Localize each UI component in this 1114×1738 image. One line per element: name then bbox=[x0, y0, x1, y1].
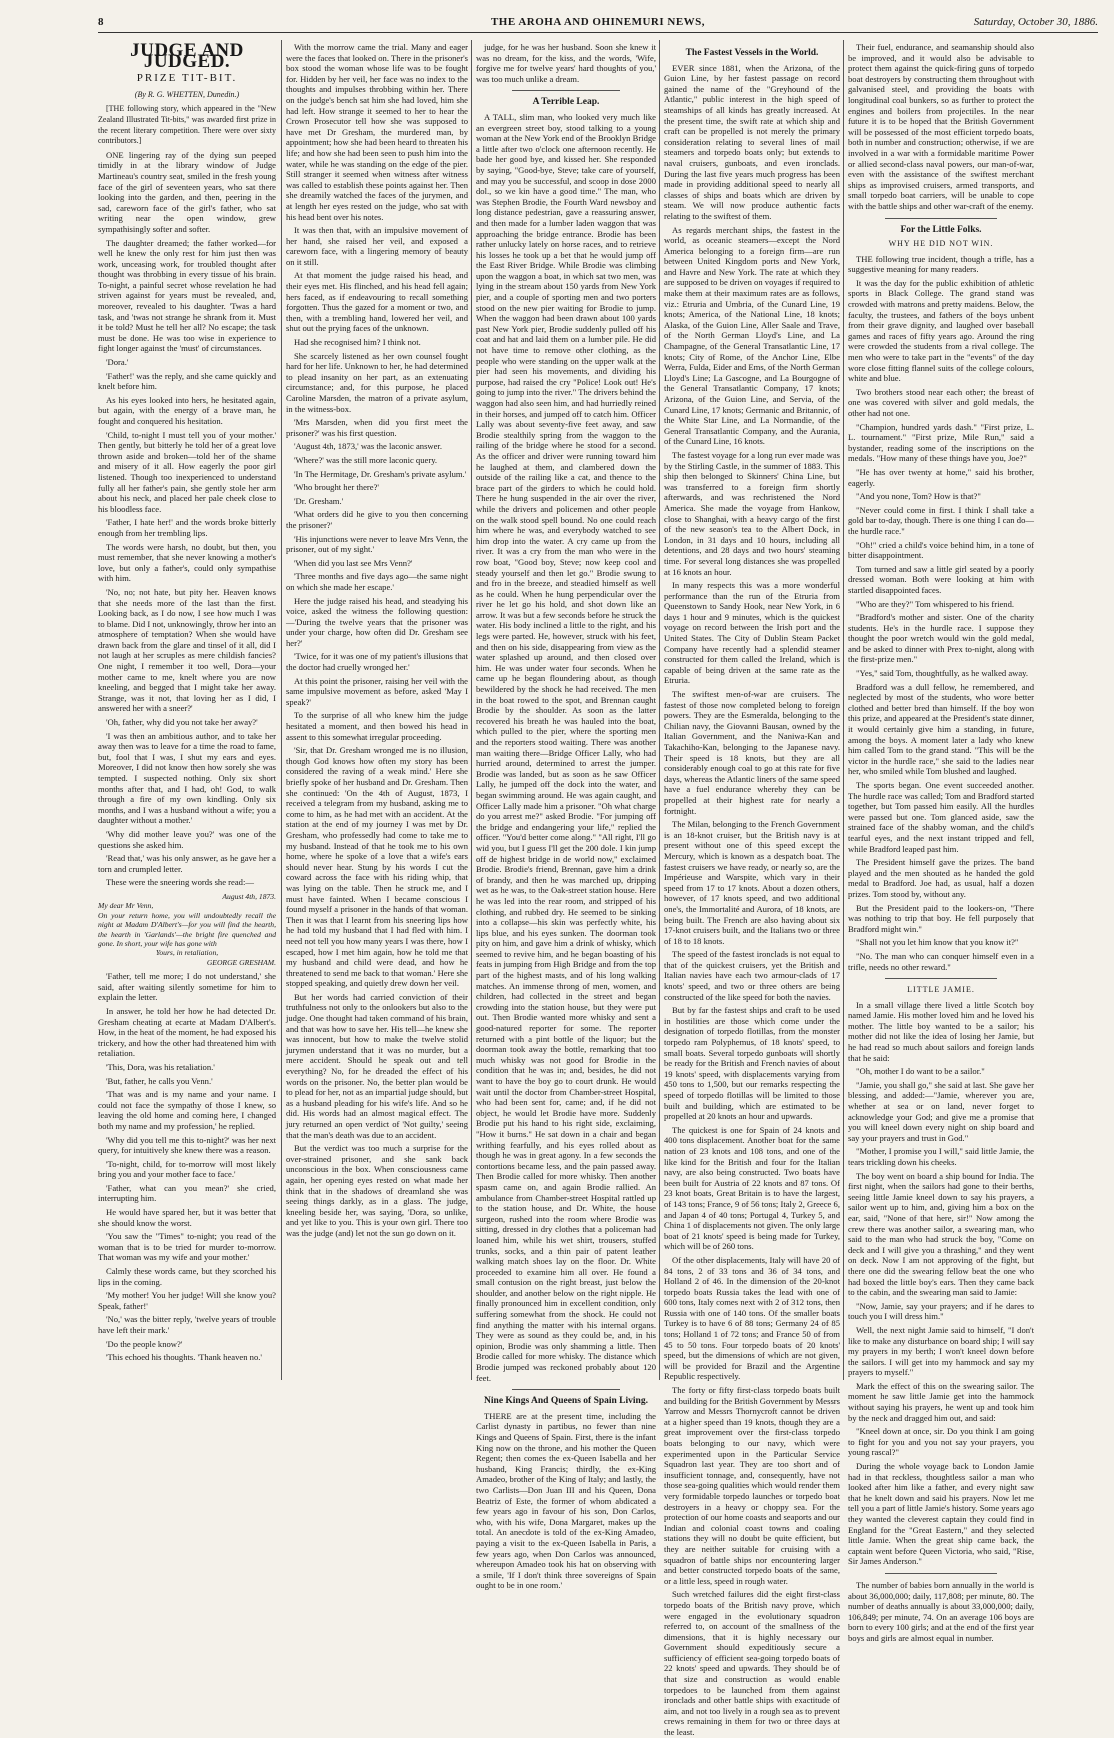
column-4 bbox=[664, 42, 840, 1738]
paragraph: 'Dr. Gresham.' bbox=[294, 495, 344, 506]
paragraph: "Now, Jamie, say your prayers; and if he dares to touch you I will dress him." bbox=[848, 1300, 1034, 1322]
masthead bbox=[98, 16, 1098, 33]
paragraph: 'Twice, for it was one of my patient's illusions that the doctor had cruelly wronged her.' bbox=[286, 651, 468, 673]
paragraph: 'This, Dora, was his retaliation.' bbox=[106, 1061, 215, 1072]
paragraph: The sports began. One event succeeded another. The hurdle race was called; Tom and Bradford started together, but Tom passed him easily. All the hurdles were passed but one. Tom glanced aside, saw the strained face of the shabby woman, and the child's tearful eyes, and the next instant tripped and fell, while Bradford leaped past him. bbox=[848, 780, 1034, 854]
paragraph: 'Father, I hate her!' and the words broke bitterly enough from her trembling lips. bbox=[98, 517, 276, 538]
article-heading: The Fastest Vessels in the World. bbox=[685, 48, 819, 58]
article-heading: For the Little Folks. bbox=[900, 224, 982, 235]
paragraph: As his eyes looked into hers, he hesitated again, but again, with the energy of a brave man, he fought and conquered his hesitation. bbox=[98, 394, 276, 426]
paragraph: The quickest is one for Spain of 24 knots and 400 tons displacement. Another boat for the same nation of 23 knots and 108 tons, and one of the like kind for the British and four for the Italian navy, are also being constructed. Two boats have been built for Austria of 22 knots and 87 tons. Of 23 knot boats, Great Britain is to have the largest, of 143 tons; France, 9 of 56 tons; Italy 2, Greece 6, and Japan 4 of 40 tons; Portugal 4, Turkey 5, and China 1 of displacements not given. The only large boat of 21 knots' speed is being made for Turkey, which will be of 260 tons. bbox=[664, 1124, 840, 1252]
paragraph: 'When did you last see Mrs Venn?' bbox=[294, 557, 413, 568]
paragraph: Such wretched failures did the eight first-class torpedo boats of the British navy prove, which were engaged in the evolutionary squadron referred to, on account of the smallness of the dimensions, that it is highly necessary our Government should expeditiously secure a sufficiency of efficient sea-going torpedo boats of 22 knots' speed and upwards. They should be of that size and construction as would enable torpedoes to be launched from them against ironclads and other battle ships with exactitude of aim, and not too lively in a rough sea as to prevent crews remaining in them for two or three days at the least. bbox=[664, 1589, 840, 1738]
divider bbox=[885, 1573, 997, 1574]
newspaper-title: THE AROHA AND OHINEMURI NEWS, bbox=[490, 16, 706, 28]
letter-signature: GEORGE GRESHAM. bbox=[206, 957, 276, 967]
column-rule bbox=[659, 40, 660, 1380]
paragraph: 'Dora.' bbox=[106, 357, 129, 368]
column-3 bbox=[476, 42, 656, 1591]
paragraph: 'But, father, he calls you Venn.' bbox=[106, 1075, 213, 1086]
paragraph: The number of babies born annually in the world is about 36,000,000; daily, 117,808; per minute, 80. The number of deaths annually is about 33,000,000; daily, 106,849; per minute, 74. On an average 106 boys are born to every 100 girls; and at the end of the first year boys and girls are almost equal in number. bbox=[848, 1579, 1034, 1643]
paragraph: EVER since 1881, when the Arizona, of the Guion Line, by her fastest passage on record gained the name of the "Greyhound of the Atlantic," public interest in the high speed of steamships of all kinds has greatly increased. At the present time, the swift rate at which ship and craft can be propelled is not merely the primary consideration relating to several lines of mail steamers and torpedo boats only; but extends to naval cruisers, gunboats, and even ironclads. During the last five years much progress has been made in providing additional speed to nearly all classes of ships and boats which are driven by steam. We will now produce authentic facts relating to the swiftest of them. bbox=[664, 62, 840, 221]
story-title: JUDGE AND JUDGED. bbox=[130, 40, 244, 72]
paragraph: These were the sneering words she read:— bbox=[106, 877, 254, 888]
paragraph: Had she recognised him? I think not. bbox=[294, 337, 421, 348]
paragraph: 'August 4th, 1873,' was the laconic answer. bbox=[294, 441, 442, 452]
paragraph: But the President paid to the lookers-on, "There was nothing to trip that boy. He fell purposely that Bradford might win." bbox=[848, 902, 1034, 934]
paragraph: 'In The Hermitage, Dr. Gresham's private asylum.' bbox=[294, 468, 467, 479]
paragraph: Of the other displacements, Italy will have 20 of 84 tons, 2 of 33 tons and 36 of 34 tons, and Holland 2 of 46. In the dimension of the 20-knot torpedo boats Russia takes the lead with one of 600 tons, Italy comes next with 2 of 312 tons, then Russia with one of 140 tons. Of the smaller boats Turkey is to have 6 of 88 tons; Germany 24 of 85 tons; Holland 1 of 72 tons; and France 50 of from 45 to 50 tons. Four torpedo boats of 20 knots' speed, but the dimensions of which are not given, will be provided for Brazil and the Argentine Republic respectively. bbox=[664, 1254, 840, 1382]
paragraph: 'Do the people know?' bbox=[106, 1338, 183, 1349]
column-2 bbox=[286, 42, 468, 1382]
paragraph: The President himself gave the prizes. The band played and the men shouted as he handed the gold medal to Bradford. Joe had, as usual, half a dozen prizes. Tom stood by, without any. bbox=[848, 857, 1034, 899]
issue-date: Saturday, October 30, 1886. bbox=[973, 16, 1098, 28]
letter-body: On your return home, you will undoubtedly recall the night at Madam D'Albert's—for you will find the hearth, the hearth in 'Garlands'—the bright fire quenched and gone. In short, your wife has gone with bbox=[98, 910, 276, 948]
paragraph: 'Who brought her there?' bbox=[294, 482, 379, 493]
paragraph: "Mother, I promise you I will," said little Jamie, the tears trickling down his cheeks. bbox=[848, 1146, 1034, 1167]
paragraph: He would have spared her, but it was better that she should know the worst. bbox=[98, 1207, 276, 1228]
paragraph: "Oh!" cried a child's voice behind him, in a tone of bitter disappointment. bbox=[848, 539, 1034, 561]
paragraph: "Kneel down at once, sir. Do you think I am going to fight for you and you not say your prayers, you young rascal?" bbox=[848, 1426, 1034, 1458]
paragraph: 'Mrs Marsden, when did you first meet the prisoner?' was his first question. bbox=[286, 417, 468, 438]
paragraph: She scarcely listened as her own counsel fought hard for her life. Unknown to her, he had determined to plead insanity on her part, as an extenuating circumstance; and, for this purpose, he placed Caroline Marsden, the matron of a private asylum, in the witness-box. bbox=[286, 350, 468, 414]
article-heading: A Terrible Leap. bbox=[532, 97, 600, 108]
letter-date: August 4th, 1873. bbox=[222, 891, 276, 901]
paragraph: The forty or fifty first-class torpedo boats built and building for the British Government by Messrs Yarrow and Messrs Thornycroft cannot be driven at a higher speed than 19 knots, though they are a great improvement over the first-class torpedo boats belonging to our navy, which were experimented upon in the Particular Service Squadron last year. They are too short and of insufficient tonnage, and, consequently, have not those sea-going qualities which would render them very formidable torpedo launches or torpedo boat destroyers in a heavy or choppy sea. For the protection of our home coasts and seaports and our Indian and colonial coast towns and coaling stations they will no doubt be quite efficient, but they are neither suitable for cruising with a squadron of battle ships nor encountering larger and better constructed torpedo boats of the same, or a little less, speed in rough water. bbox=[664, 1385, 840, 1586]
paragraph: 'Three months and five days ago—the same night on which she made her escape.' bbox=[286, 571, 468, 592]
paragraph: 'Sir, that Dr. Gresham wronged me is no illusion, though God knows how often my story has been considered the raving of a weak mind.' Here she briefly spoke of her husband and Dr. Gresham. Then she continued: 'On the 4th of August, 1873, I received a telegram from my husband, asking me to come to him, as he had met with an accident. At the station at the end of my journey I was met by Dr. Gresham, who professedly had come to take me to my husband. Instead of that he took me to his own home, where he spoke of a love that a wife's ears should never hear. Stung by his words I cut the coward across the face with his riding whip, that was lying on the table. Then he struck me, and I must have fainted. When I became conscious I found myself a prisoner in the hands of that woman. Then it was that I learnt from his sneering lips how he had told my husband that I had fled with him. I need not tell you how many years I was there, how I escaped, how I met him again, how he told me that my husband and child were dead, and how he threatened to send me back to that woman.' Here she stopped speaking, and quietly drew down her veil. bbox=[286, 745, 468, 989]
paragraph: 'Oh, father, why did you not take her away?' bbox=[106, 717, 258, 728]
paragraph: But the verdict was too much a surprise for the over-strained prisoner, and she sank back unconscious in the box. When consciousness came again, her opening eyes rested on what made her think that in the shadows of dreamland she was seeing things darkly, as in a glass. The judge, kneeling beside her, was saying, 'Dora, so unlike, and yet like to you. This is your own girl. There too was the judge (and) let not the sun go down on it. bbox=[286, 1143, 468, 1238]
paragraph: In a small village there lived a little Scotch boy named Jamie. His mother loved him and he loved his mother. The little boy wanted to be a sailor; his mother did not like the idea of losing her Jamie, but he had read so much about sailors and foreign lands that he said: bbox=[848, 999, 1034, 1063]
paragraph: It was then that, with an impulsive movement of her hand, she raised her veil, and exposed a careworn face, with a lingering memory of beauty on it still. bbox=[286, 225, 468, 267]
paragraph: 'Father, tell me more; I do not understand,' she said, after waiting silently sometime for him to explain the letter. bbox=[98, 971, 276, 1003]
column-rule bbox=[471, 40, 472, 1380]
paragraph: 'Father!' was the reply, and she came quickly and knelt before him. bbox=[98, 370, 276, 392]
article-subheading: LITTLE JAMIE. bbox=[907, 985, 975, 995]
paragraph: "Who are they?" Tom whispered to his friend. bbox=[856, 598, 1015, 609]
paragraph: As regards merchant ships, the fastest in the world, as oceanic steamers—except the Nord America belonging to a foreign firm—are run between United Kingdom ports and New York, and Havre and New York. The rate at which they are supposed to be driven on voyages if required to make them at their maximum rates are as follows, viz.: Etruria and Umbria, of the Cunard Line, 19 knots; America, of the National Line, 18 knots; Alaska, of the Guion Line, Aller Saale and Trave, of the North German Lloyd's Line, and La Champagne, of the General Transatlantic Line, 17 knots; City of Rome, of the Anchor Line, Elbe Werra, Fulda, Eider and Ems, of the North German Lloyd's Line; La Gascogne, and La Bourgogne of the General Transatlantic Company, 17 knots; Arizona, of the Guion Line, and Servia, of the Cunard Line, 17 knots; Germanic and Britannic, of the White Star Line, and La Normandie, of the General Transatlantic Company, and the Aurania, of the Cunard Line, 16 knots. bbox=[664, 224, 840, 447]
paragraph: The swiftest men-of-war are cruisers. The fastest of those now completed belong to foreign powers. They are the Esmeralda, belonging to the Chilian navy, the Giovanni Bausan, owned by the Italian Government, and the Naniwa-Kan and Takachiho-Kan, belonging to the Japanese navy. Their speed is 18 knots, but they are all considerably enough coal to go at this rate for five days, whereas the Atlantic liners of the same speed have a fuel endurance whereby they can be propelled at their highest rate for nearly a fortnight. bbox=[664, 689, 840, 816]
paragraph: It was the day for the public exhibition of athletic sports in Black College. The grand stand was crowded with matrons and pretty maidens. Below, the faculty, the trustees, and fathers of the boys unbent from their grave dignity, and laughed over baseball games and races of fifty years ago. Around the ring were crowded the students from a rival college. The men who were to take part in the "events" of the day wore close fitting flannel suits of the college colours, white and blue. bbox=[848, 277, 1034, 384]
paragraph: "No. The man who can conquer himself even in a trifle, needs no other reward." bbox=[848, 950, 1034, 972]
divider bbox=[512, 1389, 620, 1390]
paragraph: 'No, no; not hate, but pity her. Heaven knows that she needs more of the last than the first. Looking back, as I do now, I see how much I was to blame. Did I not, unknowingly, throw her into an atmosphere of temptation? When she would have drawn back from the glare and tinsel of it all, did I not laugh at her scruples as mere childish fancies? One night, I remember it too well, Dora—your mother came to me, knelt where you are now kneeling, and begged that I might take her away. Strange, was it not, that loving her as I did, I answered her with a sneer?' bbox=[98, 586, 276, 714]
page-number: 8 bbox=[98, 16, 104, 28]
paragraph: 'What orders did he give to you then concerning the prisoner?' bbox=[286, 509, 468, 530]
paragraph: 'Where?' was the still more laconic query. bbox=[294, 454, 438, 465]
paragraph: THE following true incident, though a trifle, has a suggestive meaning for many readers. bbox=[848, 253, 1034, 275]
paragraph: The daughter dreamed; the father worked—for well he knew the only rest for him just then was work, unceasing work, for troubled thought after thought was throbbing in every tissue of his brain. To-night, a painful secret whose revelation he had striven against for years must be revealed, and, moreover, revealed to his daughter. 'Twas a hard task, and 'twas not strange he shrank from it. Must it be told? Must he tell her all? No escape; the task must be done. He was too wise in experience to fight longer against the 'must' of circumstances. bbox=[98, 237, 276, 354]
paragraph: Bradford was a dull fellow, he remembered, and neglected by most of the students, who wore better clothed and better bred than himself. If the boy won this prize, and appeared at the President's state dinner, it would certainly give him a standing, in future, among the boys. A moment later a lady who knew him called Tom to the grand stand. "This will be the victor in the hurdle race," she said to the ladies near her, who smiled while Tom blushed and laughed. bbox=[848, 681, 1034, 777]
paragraph: 'This echoed his thoughts. 'Thank heaven no.' bbox=[106, 1352, 262, 1363]
paragraph: The fastest voyage for a long run ever made was by the Stirling Castle, in the summer of 1883. This ship then belonged to Skinners' China Line, but was transferred to a foreign firm shortly afterwards, and was rechristened the Nord America. She made the voyage from Hankow, close to Shanghai, with a heavy cargo of the first of the new season's tea to the Albert Dock, in London, in 31 days and 10 hours, including all detentions, and 28 days and two hours' steaming time. For several long distances she was propelled at 16 knots an hour. bbox=[664, 449, 840, 577]
paragraph: "Champion, hundred yards dash." "First prize, L. L. tournament." "First prize, Mile Run," said a bystander, reading some of the inscriptions on the medals. "How many of these things have you, Joe?" bbox=[848, 421, 1034, 464]
story-byline: (By R. G. WHETTEN, Dunedin.) bbox=[134, 89, 240, 99]
column-1 bbox=[98, 42, 276, 1382]
paragraph: 'His injunctions were never to leave Mrs Venn, the prisoner, out of my sight.' bbox=[286, 533, 468, 555]
paragraph: A TALL, slim man, who looked very much like an evergreen street boy, stood talking to a young woman at the New York end of the Brooklyn Bridge a little after two o'clock one afternoon recently. He bade her good bye, and kissed her. She responded by saying, "Good-bye, Steve; take care of yourself, and may you be successful, and scoop in dose 2000 dol., so we kin have a good time." The man, who was Stephen Brodie, the Fourth Ward newsboy and long distance pedestrian, gave a reassuring answer, and then made for a lumber laden waggon that was approaching the bridge entrance. Brodie has been rather unlucky lately on horse races, and to retrieve his losses he took up a bet that he would jump off the East River Bridge. While Brodie was climbing upon the waggon a boat, in which sat two men, was lying in the stream about 150 yards from New York pier, and a couple of sporting men and two porters stood on the new pier waiting for Brodie to jump. When the waggon had been drawn about 100 yards past New York pier, Brodie suddenly pulled off his coat and hat and laid them on a lumber pile. He did not have time to remove other clothing, as the people who were standing on the upper walk at the pier had seen his movements, and dividing his purpose, had raised the cry "Police! Look out! He's going to jump into the river." The drivers behind the waggon had also seen him, and had hurriedly reined in their horses, and jumped off to catch him. Officer Lally was about seventy-five feet away, and saw Brodie stealthily spring from the waggon to the railing of the bridge where he stood for a second. As the officer and driver were running toward him he laughed at them, and clambered down the outside of the railing like a cat, and thence to the brace part of the girders to which he could hold. There he hung suspended in the air over the river, while the drivers and policemen and other people on the walk stood spell bound. No one could reach him where he was, and everybody watched to see him drop into the water. A cry came up from the river. It was a cry from the man who were in the row boat, "Good boy, Steve; now keep cool and steady yourself and then let go." Brodie swung to and fro in the breeze, and steadied himself as well as he could. When he hung perpendicular over the river he let go his hold, and shot down like an arrow. It was but a few seconds before he struck the water. His body inclined a little to the right, and his legs were parted. He, however, struck with his feet, and then on his side, disappearing from view as the water splashed up around, and then closed over him. He was under water four seconds. When he came up he began floundering about, as though bewildered by the shock he had received. The men in the boat rowed to the spot, and Brennan caught Brodie by the shoulder. As soon as the latter recovered his breath he was hauled into the boat, which pulled to the pier, where the sporting men and the reporters stood waiting. There was another man waiting there—Bridge Officer Lally, who had hurried around, determined to arrest the jumper. Brodie was landed, but as soon as he saw Officer Lally, he jumped off the dock into the water, and began swimming around. He was again caught, and Officer Lally made him a prisoner. "Oh what charge do you arrest me?" asked Brodie. "For jumping off the bridge and endangering your life," replied the officer. "You'd better come along." "All right, I'll go wid you, but I guess I'll get the 200 dole. I kin jump off de highest bridge in de world now," exclaimed Brodie. Brodie's friend, Brennan, gave him a drink of brandy, and then he was marched up, dripping wet as he was, to the Oak-street station house. Here he was led into the rear room, and stripped of his clothing, and rubbed dry. He seemed to be sinking into a collapse—his skin was perfectly white, his lips blue, and his eyes sunken. The doorman took pity on him, and gave him a drink of whisky, which seemed to revive him, and he began boasting of his feats in jumping from High Bridge and from the top part of the highest masts, and of his long walking matches. An immense throng of men, women, and children, had collected in the street and began crowding into the station house, but they were put out. Then Brodie wanted more whisky and sent a good-natured reporter for some. The reporter returned with a pint bottle of the liquor; but the doorman took away the bottle, remarking that too much whisky was not good for Brodie in the condition that he was in; and, besides, he did not want to have the boy go to court drunk. He would wait until the doctor from Chamber-street Hospital, who had been sent for, came; and, if he did not object, he would let Brodie have more. Suddenly Brodie put his hand to his right side, exclaiming, "How it burns." He sat down in a chair and began writhing fearfully, and his eyes rolled about as though he was in great agony. In a few seconds the contortions became less, and the pain passed away. Then Brodie called for more whisky. Then another spasm came on, and again Brodie rallied. An ambulance from Chamber-street Hospital rattled up to the station house, and Dr. White, the house surgeon, rushed into the room where Brodie was sitting, dressed in dry clothes that a policeman had loaned him, while his wet shirt, trousers, stuffed trunks, socks, and a thin pair of patent leather walking match shoes lay on the floor. Dr. White proceeded to examine him all over. He found a small contusion on the right breast, just below the shoulder, and another below on the right nipple. He finally pronounced him in excellent condition, only suffering somewhat from the shock. He could not find anything the matter with his internal organs. They were as sound as they could be, and, in his opinion, Brodie was only shamming a little. Then Brodie called for more whisky. The distance which Brodie jumped was reckoned probably about 120 feet. bbox=[476, 111, 656, 1383]
paragraph: 'No,' was the bitter reply, 'twelve years of trouble have left their mark.' bbox=[98, 1314, 276, 1335]
paragraph: 'Why did you tell me this to-night?' was her next query, for intuitively she knew there was a reason. bbox=[98, 1134, 276, 1156]
paragraph: To the surprise of all who knew him the judge hesitated a moment, and then bowed his head in assent to this somewhat irregular proceeding. bbox=[286, 710, 468, 742]
paragraph: Calmly these words came, but they scorched his lips in the coming. bbox=[98, 1266, 276, 1287]
divider bbox=[512, 90, 620, 91]
divider bbox=[885, 218, 997, 219]
paragraph: "Shall not you let him know that you know it?" bbox=[856, 937, 1019, 948]
letter bbox=[98, 892, 276, 967]
paragraph: 'You saw the "Times" to-night; you read of the woman that is to be tried for murder to-morrow. That woman was my wife and your mother.' bbox=[98, 1231, 276, 1263]
paragraph: But by far the fastest ships and craft to be used in hostilities are those which come under the designation of torpedo flotillas, from the monster torpedo ram Polyphemus, of 18 knots' speed, to small boats. Several torpedo gunboats will shortly be ready for the British and French navies of about 19 knots' speed, with displacements varying from 450 tons to 1,500, but our remarks respecting the speed of torpedo flotillas will be limited to those built and building, which are estimated to be propelled at 20 knots an hour and upwards. bbox=[664, 1005, 840, 1122]
paragraph: The boy went on board a ship bound for India. The first night, when the sailors had gone to their berths, seeing little Jamie kneel down to say his prayers, a sailor went up to him, and, giving him a box on the ear, said, "None of that here, sir!" Now among the crew there was another sailor, a swearing man, who said to the man who had struck the boy, "Come on deck and I will give you a thrashing," and they went on deck. Now I am not approving of the fight, but there one did the swearing fellow beat the one who had boxed the little boy's ears. Then they came back to the cabin, and the swearing man said to Jamie: bbox=[848, 1170, 1034, 1298]
paragraph: Mark the effect of this on the swearing sailor. The moment he saw little Jamie get into the hammock without saying his prayers, he went up and took him by the neck and dragged him out, and said: bbox=[848, 1380, 1034, 1423]
paragraph: "Bradford's mother and sister. One of the charity students. He's in the hurdle race. I suppose they thought the poor wretch would win the gold medal, and be asked to dinner with Prex to-night, along with the first-prize men." bbox=[848, 612, 1034, 665]
story-subtitle: PRIZE TIT-BIT. bbox=[136, 72, 238, 85]
paragraph: "And you none, Tom? How is that?" bbox=[856, 491, 981, 502]
column-rule bbox=[843, 40, 844, 1380]
paragraph: Here the judge raised his head, and steadying his voice, asked the witness the following question:—'During the twelve years that the prisoner was under your charge, how often did Dr. Gresham see her?' bbox=[286, 595, 468, 648]
column-5 bbox=[848, 42, 1034, 1643]
paragraph: "He has over twenty at home," said his brother, eagerly. bbox=[848, 466, 1034, 488]
paragraph: The Milan, belonging to the French Government is an 18-knot cruiser, but the British navy is at present without one of this speed except the Mercury, which is known as a despatch boat. The fastest cruisers we have ready, or nearly so, are the Impérieuse and Warspite, which vary in their speed from 17 to 17 knots. About a dozen others, however, of 17 knots speed, and two additional one's, the Immortalité and Aurora, of 18 knots, are being built. The French are also having about six 17-knot cruisers built, and the Italians two or three of 18 to 18 knots. bbox=[664, 819, 840, 946]
paragraph: During the whole voyage back to London Jamie had in that reckless, thoughtless sailor a man who looked after him like a father, and every night saw that he knelt down and said his prayers. Now let me tell you a part of little Jamie's history. Some years ago they wanted the cleverest captain they could find in England for the "Great Eastern," and they selected little Jamie. When the great ship came back, the captain went before Queen Victoria, who said, "Rise, Sir James Anderson." bbox=[848, 1461, 1034, 1567]
paragraph: In many respects this was a more wonderful performance than the run of the Etruria from Queenstown to Sandy Hook, near New York, in 6 days 1 hour and 9 minutes, which is the quickest voyage on record between the Irish port and the United States. The City of Dublin Steam Packet Company have recently had a splendid steamer constructed for them called the Ireland, which is capable of being driven at the same rate as the Etruria. bbox=[664, 580, 840, 686]
paragraph: But her words had carried conviction of their truthfulness not only to the onlookers but also to the judge. One thought had taken command of his brain, and that was how to save her. His tell—he knew she was innocent, but how to make the twelve stolid jurymen understand that it was no murder, but a mere accident. Should he speak out and tell everything? No, for he dreaded the effect of his words on the prisoner. No, the better plan would be to plead for her, not as an impartial judge should, but as a husband pleading for his wife's life. And so he did. His words had an almost magical effect. The jury returned an open verdict of 'Not guilty,' seeing that the man's death was due to an accident. bbox=[286, 991, 468, 1140]
article-heading: Nine Kings And Queens of Spain Living. bbox=[484, 1396, 648, 1407]
paragraph: 'To-night, child, for to-morrow will most likely bring you and your mother face to face.' bbox=[98, 1158, 276, 1180]
paragraph: 'Father, what can you mean?' she cried, interrupting him. bbox=[98, 1182, 276, 1204]
letter-salutation: My dear Mr Venn, bbox=[98, 901, 154, 911]
paragraph: 'That was and is my name and your name. I could not face the sympathy of those I knew, so leaving the old home and coming here, I changed both my name and my profession,' he replied. bbox=[98, 1089, 276, 1131]
letter-close: Yours, in retaliation, bbox=[155, 948, 219, 958]
paragraph: The speed of the fastest ironclads is not equal to that of the quickest cruisers, yet the British and Italian navies have each two armour-clads of 17 knots' speed, and two or three others are being constructed of the like speed for both the navies. bbox=[664, 949, 840, 1002]
paragraph: "Oh, mother I do want to be a sailor." bbox=[856, 1066, 985, 1077]
paragraph: Their fuel, endurance, and seamanship should also be improved, and it would also be advisable to protect them against the quick-firing guns of torpedo boat destroyers by constructing them throughout with galvanised steel, and providing the boats with longitudinal coal bunkers, so as further to protect the engines and boilers from projectiles. In the near future it is to be hoped that the British Government will be possessed of the most efficient torpedo boats, both in number and construction; otherwise, if we are involved in a war with a formidable maritime Power or allied second-class naval powers, our man-of-war, even with the assistance of the swiftest merchant ships as improvised cruisers, armed transports, and small torpedo boat carriers, will be unable to cope with the battle ships and other war-craft of the enemy. bbox=[848, 42, 1034, 211]
paragraph: Two brothers stood near each other; the breast of one was covered with silver and gold medals, the other had not one. bbox=[848, 386, 1034, 418]
paragraph: In answer, he told her how he had detected Dr. Gresham cheating at ecarte at Madam D'Albert's. How, in the heat of the moment, he had exposed his trickery, and how the other had threatened him with retaliation. bbox=[98, 1005, 276, 1059]
paragraph: "Never could come in first. I think I shall take a gold bar to-day, though. There is one thing I can do—the hurdle race." bbox=[848, 504, 1034, 536]
editor-note: [THE following story, which appeared in the "New Zealand Illustrated Tit-bits," was awarded first prize in the recent literary competition. There were over sixty contributors.] bbox=[98, 104, 276, 146]
paragraph: ONE lingering ray of the dying sun peeped timidly in at the library window of Judge Martineau's country seat, smiled in the fresh young face of the girl of seventeen years, who sat there looking into the garden, and then, peering in the sad, careworn face of the girl's father, who sat writing near the open window, grew sympathisingly softer and softer. bbox=[98, 149, 276, 234]
paragraph: 'Child, to-night I must tell you of your mother.' Then gently, but bitterly he told her of a great love thrown aside and broken—told her of the shame and misery of it all. How eagerly the poor girl listened. Though too inexperienced to understand fully all her father's pain, she gently stole her arm about his neck, and placed her pale cheek close to his bloodless face. bbox=[98, 429, 276, 514]
paragraph: At that moment the judge raised his head, and their eyes met. His flinched, and his head fell again; hers faced, as if endeavouring to recall something forgotten. Thus the gazed for a moment or two, and then, with a trembling hand, lowered her veil, and shut out the prying faces of the unknown. bbox=[286, 270, 468, 334]
paragraph: At this point the prisoner, raising her veil with the same impulsive movement as before, asked 'May I speak?' bbox=[286, 675, 468, 707]
article-subheading: WHY HE DID NOT WIN. bbox=[888, 239, 994, 249]
divider bbox=[885, 978, 997, 979]
column-rule bbox=[281, 40, 282, 1380]
paragraph: With the morrow came the trial. Many and eager were the faces that looked on. There in the prisoner's box stood the woman whose life was to be fought for. Hidden by her veil, her face was no index to the thoughts and impulses throbbing within her. There on the judge's bench sat him she had loved, him she had left. How strange it seemed to her to hear the Crown Prosecutor tell how she was supposed to have met Dr Gresham, the murdered man, by appointment; how she had been heard to threaten his life; and how she had been seen to push him into the water, while he was standing on the edge of the pier. Still stranger it seemed when witness after witness was called to establish these points against her. Then she dreamily watched the faces of the jurymen, and at length her eyes rested on the judge, who sat with his head bent over his notes. bbox=[286, 42, 468, 222]
paragraph: 'My mother! You her judge! Will she know you? Speak, father!' bbox=[98, 1290, 276, 1311]
paragraph: "Yes," said Tom, thoughtfully, as he walked away. bbox=[856, 668, 1029, 679]
paragraph: 'Read that,' was his only answer, as he gave her a torn and crumpled letter. bbox=[98, 853, 276, 874]
paragraph: 'Why did mother leave you?' was one of the questions she asked him. bbox=[98, 828, 276, 850]
paragraph: Well, the next night Jamie said to himself, "I don't like to make any disturbance on board ship; I will say my prayers in my berth; I won't kneel down before the sailors. I will get into my hammock and say my prayers to myself." bbox=[848, 1324, 1034, 1378]
paragraph: 'I was then an ambitious author, and to take her away then was to leave for a time the road to fame, but, fool that I was, I shut my ears and eyes. Moreover, I did not know then how sorely she was tempted. I suspected nothing. Only six short months after that, and I had, oh! God, to walk through a fire of my own kindling. Only six months, and I was a husband without a wife; you a daughter without a mother.' bbox=[98, 730, 276, 826]
paragraph: Tom turned and saw a little girl seated by a poorly dressed woman. Both were looking at him with startled disappointed faces. bbox=[848, 563, 1034, 595]
paragraph: "Jamie, you shall go," she said at last. She gave her blessing, and added:—"Jamie, wherever you are, whether at sea or on land, never forget to acknowledge your God; and give me a promise that you will kneel down every night on ship board and say your prayers and trust in God." bbox=[848, 1079, 1034, 1143]
paragraph: judge, for he was her husband. Soon she knew it was no dream, for the kiss, and the words, 'Wife, forgive me for twelve years' hard thoughts of you,' was too much unlike a dream. bbox=[476, 42, 656, 84]
paragraph: THERE are at the present time, including the Carlist dynasty in partibus, no fewer than nine Kings and Queens of Spain. First, there is the infant King now on the throne, and his mother the Queen Regent; then comes the ex-Queen Isabella and her husband, King Francis; thirdly, the ex-King Amadeo, brother of the King of Italy; and lastly, the two Carlists—Don Juan III and his Queen, Dona Beatriz of Este, the former of whom abdicated a few years ago in favour of his son, Don Carlos, who, with his wife, Dona Margaret, makes up the total. An anecdote is told of the ex-King Amadeo, paying a visit to the ex-Queen Isabella in Paris, a few years ago, when Don Carlos was announced, whereupon Amadeo took his hat on observing with a smile, 'If I don't think three sovereigns of Spain ought to be in one room.' bbox=[476, 1410, 656, 1591]
paragraph: The words were harsh, no doubt, but then, you must remember, that she never knowing a mother's love, but only a father's, could only sympathise with him. bbox=[98, 541, 276, 584]
